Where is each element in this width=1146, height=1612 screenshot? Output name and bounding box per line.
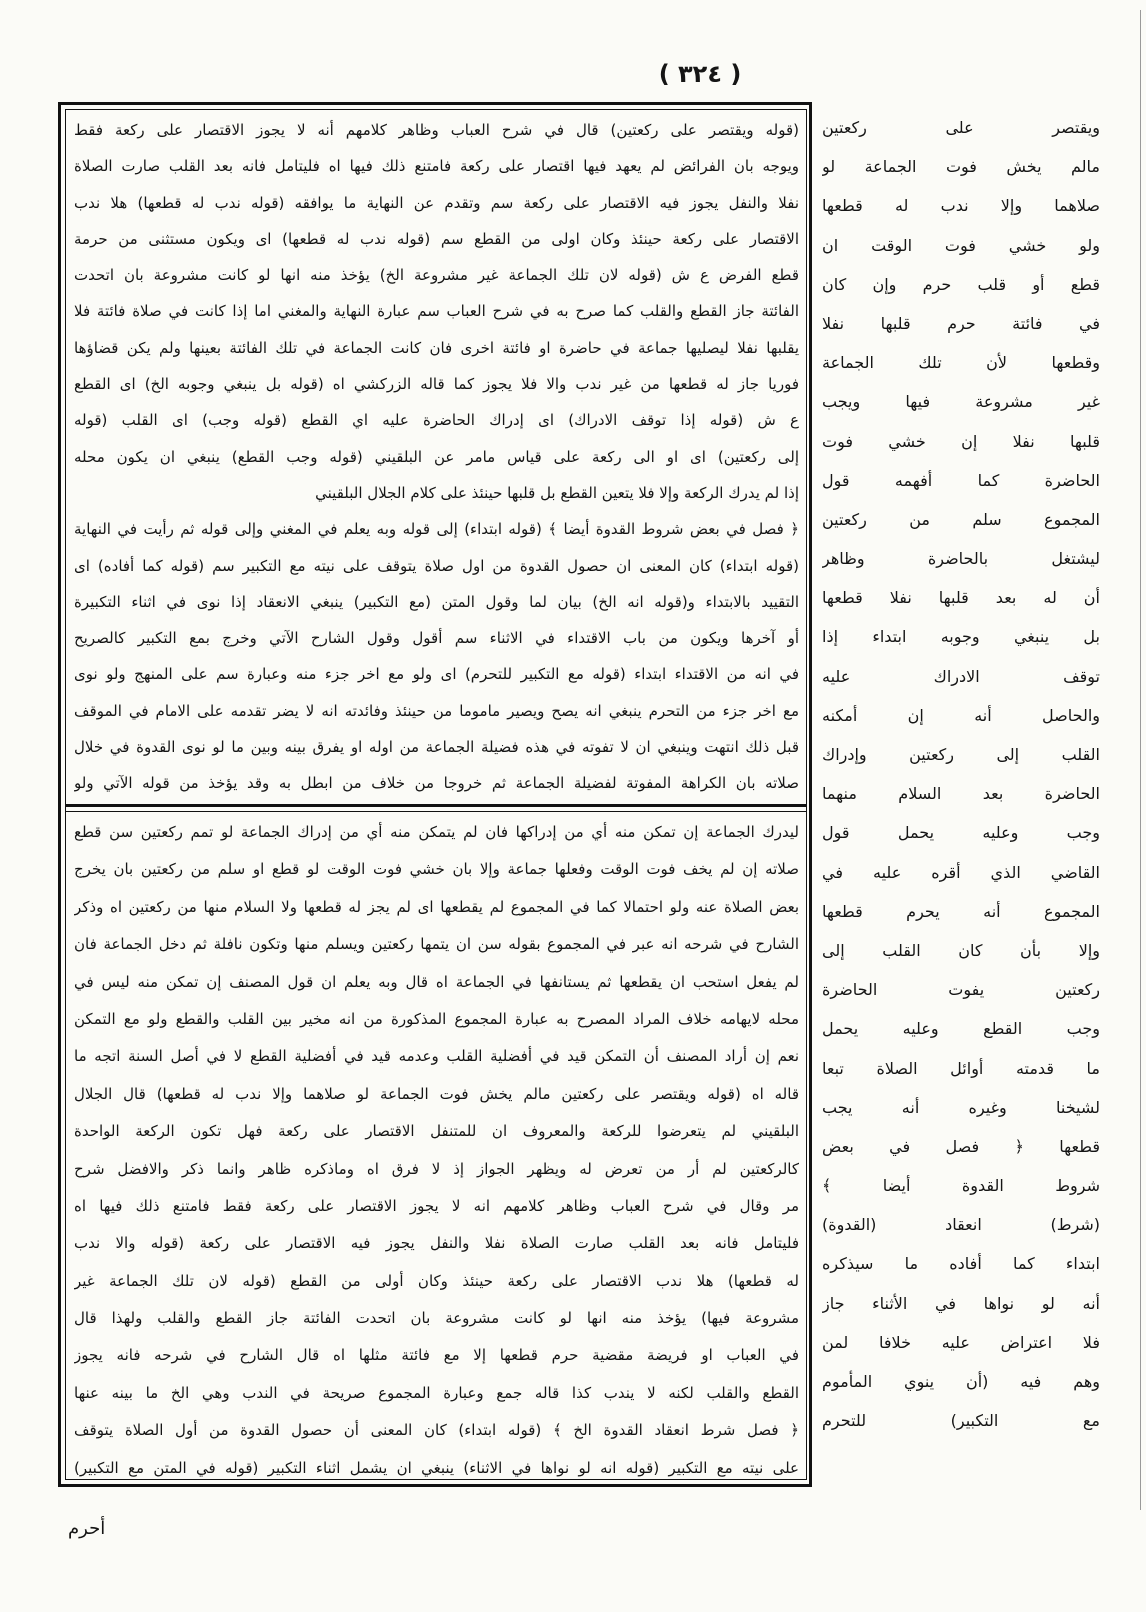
commentary-line: القطع والقلب لكنه لا يندب كذا قاله جمع وعبارة المجموع صريحة في الندب وهي الخ ما بينه عنها xyxy=(74,1383,799,1402)
margin-line: أن له بعد قلبها نفلا قطعها xyxy=(822,588,1100,608)
commentary-line: قطع الفرض ع ش (قوله لان تلك الجماعة غير مشروعة الخ) يؤخذ منه انها لو كانت مشروعة بان اتحدت xyxy=(74,266,799,285)
commentary-line: محله لايهامه خلاف المراد المصرح به عبارة المجموع المذكورة من انه مخير بين القلب والقطع ولو مع التمكن xyxy=(74,1009,799,1028)
commentary-line: التقييد بالابتداء و(قوله انه الخ) بيان لما وقول المتن (مع التكبير) ينبغي الانعقاد إذا نوى في اثناء التكبيرة xyxy=(74,592,799,611)
commentary-line: قاله اه (قوله ويقتصر على ركعتين مالم يخش فوت الجماعة لو صلاهما وإلا ندب له قطعها) قال الجلال xyxy=(74,1084,799,1103)
commentary-line: ويوجه بان الفرائض لم يعهد فيها اقتصار على ركعة فامتنع ذلك فيها اه فليتامل فانه بعد القلب صارت الصلاة xyxy=(74,157,799,176)
margin-line: وجب القطع وعليه يحمل xyxy=(822,1019,1100,1039)
commentary-line: (قوله ابتداء) كان المعنى ان حصول القدوة من اول صلاة يتوقف على نيته مع التكبير سم (قوله كما أفاده) اى xyxy=(74,556,799,575)
section-heading-line: ﴿ فصل شرط انعقاد القدوة الخ ﴾ (قوله ابتداء) كان المعنى أن حصول القدوة من أول الصلاة يتوقف xyxy=(74,1421,799,1440)
margin-line: قلبها نفلا إن خشي فوت xyxy=(822,431,1100,451)
margin-line: وجب وعليه يحمل قول xyxy=(822,823,1100,843)
margin-line: وهم فيه (أن ينوي المأموم xyxy=(822,1372,1100,1391)
commentary-line: له قطعها) هلا ندب الاقتصار على ركعة حينئذ وكان أولى من القطع (قوله لان تلك الجماعة غير xyxy=(74,1271,799,1290)
commentary-lower xyxy=(74,814,799,1487)
margin-line: ركعتين يفوت الحاضرة xyxy=(822,980,1100,1000)
commentary-line: ع ش (قوله إذا توقف الادراك) اى إدراك الحاضرة عليه اي القطع (قوله وجب) اى القلب (قوله xyxy=(74,411,799,430)
margin-column xyxy=(822,108,1100,1440)
commentary-line: يقلبها نفلا ليصليها جماعة في حاضرة او فائتة اخرى فان كانت الجماعة في تلك الفائتة بعينها ولم يكن قضاؤها xyxy=(74,338,799,357)
margin-line: فلا اعتراض عليه خلافا لمن xyxy=(822,1332,1100,1352)
margin-line: مالم يخش فوت الجماعة لو xyxy=(822,157,1100,177)
commentary-line: (قوله ويقتصر على ركعتين) قال في شرح العباب وظاهر كلامهم أنه لا يجوز الاقتصار على ركعة فقط xyxy=(74,121,799,139)
margin-line: مع التكبير) للتحرم xyxy=(822,1411,1100,1431)
commentary-line: بعض الصلاة عنه ولو احتمالا كما في المجموع لم يقطعها اى لم يجز له قطعها ولا السلام منها من ركعتين اه وذكر xyxy=(74,897,799,916)
margin-line: ويقتصر على ركعتين xyxy=(822,118,1100,137)
margin-line: (شرط) انعقاد (القدوة) xyxy=(822,1215,1100,1235)
margin-line: في فائتة حرم قلبها نفلا xyxy=(822,313,1100,333)
margin-line: قطع أو قلب حرم وإن كان xyxy=(822,274,1100,294)
catchword: أحرم xyxy=(68,1518,106,1539)
section-separator-thin xyxy=(65,811,807,812)
commentary-line: إذا لم يدرك الركعة وإلا فلا يتعين القطع بل قلبها حينئذ على كلام الجلال البلقيني xyxy=(315,483,799,502)
commentary-line: على نيته مع التكبير (قوله انه لو نواها في الاثناء) ينبغي ان يشمل اثناء التكبير (قوله في المتن مع التكبير) xyxy=(74,1458,799,1477)
margin-line: الحاضرة بعد السلام منهما xyxy=(822,784,1100,804)
margin-line: وقطعها لأن تلك الجماعة xyxy=(822,353,1100,373)
margin-line: توقف الادراك عليه xyxy=(822,666,1100,686)
margin-line: شروط القدوة أيضا ﴾ xyxy=(822,1176,1100,1196)
commentary-line: نعم إن أراد المصنف أن التمكن قيد في أفضلية القلب وعدمه قيد في أفضلية القطع لا في أصل السنة اتجه ما xyxy=(74,1047,799,1066)
scan-edge-line xyxy=(1140,10,1141,1510)
margin-line: المجموع أنه يحرم قطعها xyxy=(822,901,1100,921)
margin-line: الحاضرة كما أفهمه قول xyxy=(822,470,1100,490)
margin-line: ابتداء كما أفاده ما سيذكره xyxy=(822,1254,1100,1274)
margin-line: المجموع سلم من ركعتين xyxy=(822,509,1100,529)
commentary-line: مر وقال في شرح العباب وظاهر كلامهم انه لا يجوز الاقتصار على ركعة فقط فامتنع ذلك فيها اه xyxy=(74,1196,799,1215)
margin-line: غير مشروعة فيها ويجب xyxy=(822,392,1100,412)
commentary-line: ليدرك الجماعة إن تمكن منه أي من إدراكها فان لم يتمكن منه أي من إدراك الجماعة لو تمم ركعتين سن قطع xyxy=(74,823,799,841)
commentary-line: في انه من الاقتداء ابتداء (قوله مع التكبير للتحرم) اى ولو مع اخر جزء منه وعبارة سم على المنهج ولو نوى xyxy=(74,665,799,684)
commentary-line: إلى ركعتين) اى او الى ركعة على قياس مامر عن البلقيني (قوله وجب القطع) ينبغي ان يكون محله xyxy=(74,447,799,466)
commentary-line: الفائتة جاز القطع والقلب كما صرح به في شرح العباب سم عبارة النهاية والمغني اما إذا كانت في صلاة فائتة فلا xyxy=(74,302,799,321)
commentary-line: قبل ذلك انتهت وينبغي ان لا تفوته في هذه فضيلة الجماعة من اوله او يفرق بينه وبين ما لو نوى القدوة في خلال xyxy=(74,738,799,757)
commentary-line: كالركعتين لم أر من تعرض له ويظهر الجواز إذ لا فرق اه وماذكره ظاهر وانما ذكر والافضل شرح xyxy=(74,1159,799,1178)
commentary-line: صلاته إن لم يخف فوت الوقت وفعلها جماعة وإلا بان خشي فوت الوقت لو قطع او سلم من ركعتين بان يخرج xyxy=(74,860,799,879)
commentary-line: أو آخرها ويكون من باب الاقتداء في الاثناء سم أقول وقول الشارح الآتي وخرج بمع التكبير كالصريح xyxy=(74,629,799,648)
section-heading-line: ﴿ فصل في بعض شروط القدوة أيضا ﴾ (قوله ابتداء) إلى قوله وبه يعلم في المغني وإلى قوله ثم رأيت في النهاية xyxy=(74,520,799,539)
commentary-line: فوريا جاز له قطعها من غير ندب والا فلا يجوز كما قاله الزركشي اه (قوله بل ينبغي وجوبه الخ) اى القطع xyxy=(74,375,799,394)
margin-line: ليشتغل بالحاضرة وظاهر xyxy=(822,549,1100,569)
margin-line: قطعها ﴿ فصل في بعض xyxy=(822,1136,1100,1156)
margin-line: لشيخنا وغيره أنه يجب xyxy=(822,1097,1100,1117)
margin-line: وإلا بأن كان القلب إلى xyxy=(822,940,1100,960)
commentary-line: صلاته بان الكراهة المفوتة لفضيلة الجماعة ثم خروجا من خلاف من ابطل به وقد يؤخذ من قوله الآتي ولو xyxy=(74,774,799,793)
margin-line: صلاهما وإلا ندب له قطعها xyxy=(822,196,1100,216)
commentary-line: البلقيني لم يتعرضوا للركعة والمعروف ان للمتنفل الاقتصار على ركعة فهل تكون الركعة الواحدة xyxy=(74,1122,799,1141)
commentary-line: لم يفعل استحب ان يقطعها ثم يستانفها في الجماعة اه قال وبه يعلم ان قول المصنف إن تمكن منه ليس في xyxy=(74,972,799,991)
commentary-line: مشروعة فيها) يؤخذ منه انها لو كانت مشروعة بان اتحدت الفائتة جاز القطع والقلب ولهذا قال xyxy=(74,1309,799,1328)
commentary-line: فليتامل فانه بعد القلب صارت الصلاة نفلا والنفل يجوز فيه الاقتصار على ركعة (قوله والا ندب xyxy=(74,1234,799,1253)
margin-line: ما قدمته أوائل الصلاة تبعا xyxy=(822,1058,1100,1078)
margin-line: القاضي الذي أقره عليه في xyxy=(822,862,1100,882)
commentary-line: في العباب او فريضة مقضية حرم قطعها إلا مع فائتة مثلها اه قال الشارح في شرحه فانه يجوز xyxy=(74,1346,799,1365)
margin-line: والحاصل أنه إن أمكنه xyxy=(822,705,1100,725)
commentary-line: نفلا والنفل يجوز فيه الاقتصار على ركعة سم وتقدم عن النهاية ما يوافقه (قوله ندب له قطعها) هلا ندب xyxy=(74,193,799,212)
commentary-line: الاقتصار على ركعة حينئذ وكان اولى من القطع سم (قوله ندب له قطعها) اى ويكون مستثنى من حرمة xyxy=(74,229,799,248)
commentary-line: مع اخر جزء من التحرم ينبغي انه يصح ويصير ماموما من حينئذ وفائدته انه لا يضر تقدمه على الامام في الموقف xyxy=(74,701,799,720)
section-separator-thick xyxy=(65,804,807,807)
margin-line: ولو خشي فوت الوقت ان xyxy=(822,235,1100,255)
margin-line: القلب إلى ركعتين وإدراك xyxy=(822,745,1100,764)
commentary-upper xyxy=(74,112,799,802)
margin-line: أنه لو نواها في الأثناء جاز xyxy=(822,1293,1100,1313)
page-number: ( ٣٢٤ ) xyxy=(658,60,742,88)
margin-line: بل ينبغي وجوبه ابتداء إذا xyxy=(822,627,1100,647)
commentary-line: الشارح في شرحه انه عبر في المجموع بقوله سن ان يتمها ركعتين ويسلم منها وتكون نافلة ثم دخل الجماعة فان xyxy=(74,935,799,954)
